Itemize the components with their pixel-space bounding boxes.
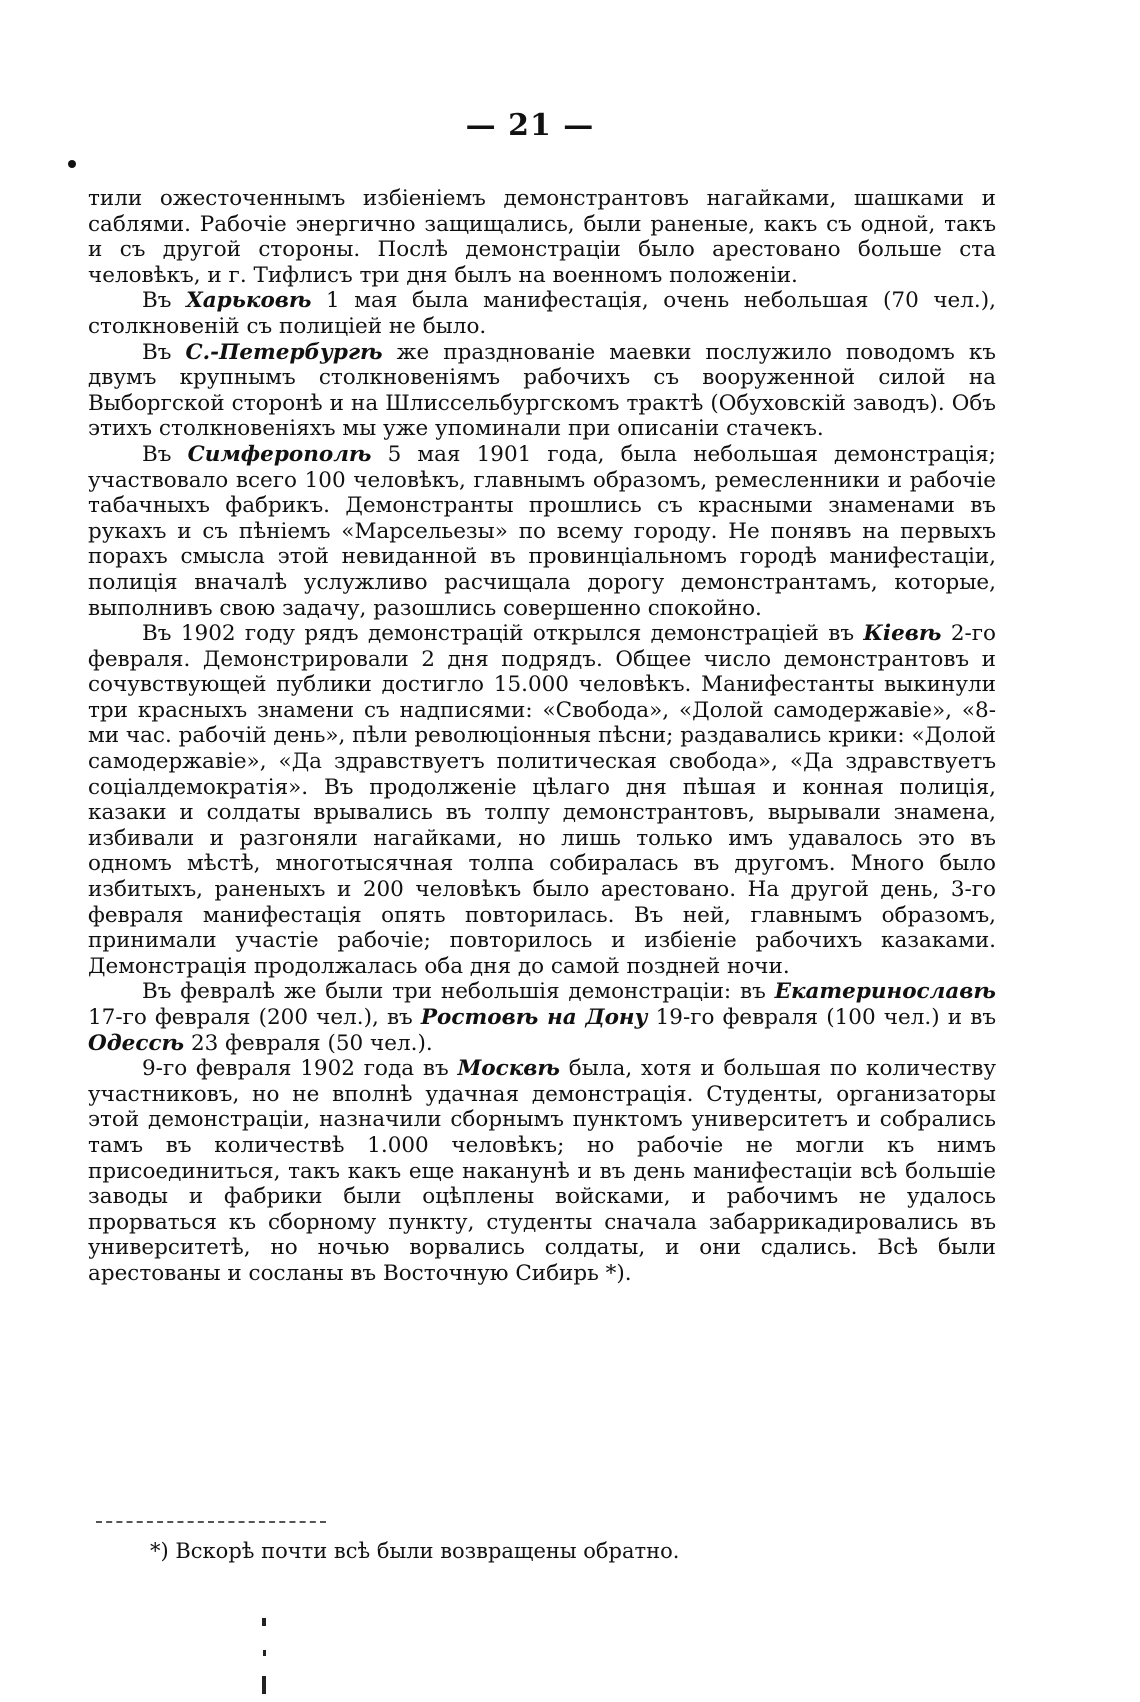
paragraph	[88, 288, 996, 339]
footnote: *) Вскорѣ почти всѣ были возвращены обратно.	[150, 1539, 680, 1563]
text-run: 1 мая была манифестація, очень небольшая (70 чел.), столкновеній съ полиціей не было.	[88, 288, 996, 339]
text-run: 9-го февраля 1902 года въ	[142, 1056, 458, 1082]
place-name: Одессѣ	[88, 1030, 185, 1056]
text-run: Въ	[142, 441, 188, 467]
text-run: Въ февралѣ же были три небольшія демонстраціи: въ	[142, 979, 775, 1005]
place-name: Кіевѣ	[863, 621, 942, 647]
paragraph	[88, 1056, 996, 1286]
paragraph	[88, 979, 996, 1056]
paragraph	[88, 186, 996, 288]
place-name: Москвѣ	[457, 1056, 560, 1082]
margin-mark	[263, 1650, 266, 1656]
paragraph	[88, 621, 996, 979]
stray-dot-mark	[68, 160, 76, 168]
page-number: — 21 —	[465, 108, 595, 143]
text-run: Въ 1902 году рядъ демонстрацій открылся демонстраціей въ	[142, 621, 864, 647]
paragraph	[88, 340, 996, 442]
footnote-divider	[96, 1521, 326, 1523]
text-run: 17-го февраля (200 чел.), въ	[88, 1005, 421, 1030]
text-run: тили ожесточеннымъ избіеніемъ демонстрантовъ нагайками, шашками и саблями. Рабочіе энергично защищались, были раненые, какъ съ одной, такъ и съ другой стороны. Послѣ демонстраціи было арестовано больше ста человѣкъ, и г. Тифлисъ три дня былъ на военномъ положеніи.	[88, 186, 996, 288]
margin-mark	[262, 1618, 266, 1626]
margin-mark	[262, 1676, 266, 1694]
place-name: Харьковѣ	[186, 288, 312, 314]
text-run: 5 мая 1901 года, была небольшая демонстрація; участвовало всего 100 человѣкъ, главнымъ образомъ, ремесленники и рабочіе табачныхъ фабрикъ. Демонстранты прошлись съ красными знаменами въ рукахъ и съ пѣніемъ «Марсельезы» по всему городу. Не понявъ на первыхъ порахъ смысла этой невиданной въ провинціальномъ городѣ манифестаціи, полиція вначалѣ услужливо расчищала дорогу демонстрантамъ, которые, выполнивъ свою задачу, разошлись совершенно спокойно.	[88, 441, 996, 621]
place-name: С.-Петербургѣ	[185, 339, 383, 365]
text-run: 2-го февраля. Демонстрировали 2 дня подрядъ. Общее число демонстрантовъ и сочувствующей публики достигло 15.000 человѣкъ. Манифестанты выкинули три красныхъ знамени съ надписями: «Свобода», «Долой самодержавіе», «8-ми час. рабочій день», пѣли революціонныя пѣсни; раздавались крики: «Долой самодержавіе», «Да здравствуетъ политическая свобода», «Да здравствуетъ соціалдемократія». Въ продолженіе цѣлаго дня пѣшая и конная полиція, казаки и солдаты врывались въ толпу демонстрантовъ, вырывали знамена, избивали и разгоняли нагайками, но лишь только имъ удавалось это въ одномъ мѣстѣ, многотысячная толпа собиралась въ другомъ. Много было избитыхъ, раненыхъ и 200 человѣкъ было арестовано. На другой день, 3-го февраля манифестація опять повторилась. Въ ней, главнымъ образомъ, принимали участіе рабочіе; повторилось и избіеніе рабочихъ казаками. Демонстрація продолжалась оба дня до самой поздней ночи.	[88, 621, 996, 979]
place-name: Екатеринославѣ	[774, 979, 996, 1005]
body-text	[88, 186, 996, 1287]
text-run: Въ	[142, 339, 186, 365]
text-run: 23 февраля (50 чел.).	[184, 1030, 433, 1056]
text-run: была, хотя и большая по количеству участниковъ, но не вполнѣ удачная демонстрація. Студенты, организаторы этой демонстраціи, назначили сборнымъ пунктомъ университетъ и собрались тамъ въ количествѣ 1.000 человѣкъ; но рабочіе не могли къ нимъ присоединиться, такъ какъ еще наканунѣ и въ день манифестаціи всѣ большіе заводы и фабрики были оцѣплены войсками, и рабочимъ не удалось прорваться къ сборному пункту, студенты сначала забаррикадировались въ университетѣ, но ночью ворвались солдаты, и они сдались. Всѣ были арестованы и сосланы въ Восточную Сибирь *).	[88, 1056, 997, 1286]
text-run: 19-го февраля (100 чел.) и въ	[647, 1005, 996, 1030]
text-run: Въ	[142, 288, 187, 314]
paragraph	[88, 442, 996, 621]
place-name: Ростовѣ на Дону	[420, 1005, 648, 1030]
text-run: же празднованіе маевки послужило поводомъ къ двумъ крупнымъ столкновеніямъ рабочихъ съ вооруженной силой на Выборгской сторонѣ и на Шлиссельбургскомъ трактѣ (Обуховскій заводъ). Объ этихъ столкновеніяхъ мы уже упоминали при описаніи стачекъ.	[88, 339, 996, 442]
place-name: Симферополѣ	[187, 441, 372, 467]
